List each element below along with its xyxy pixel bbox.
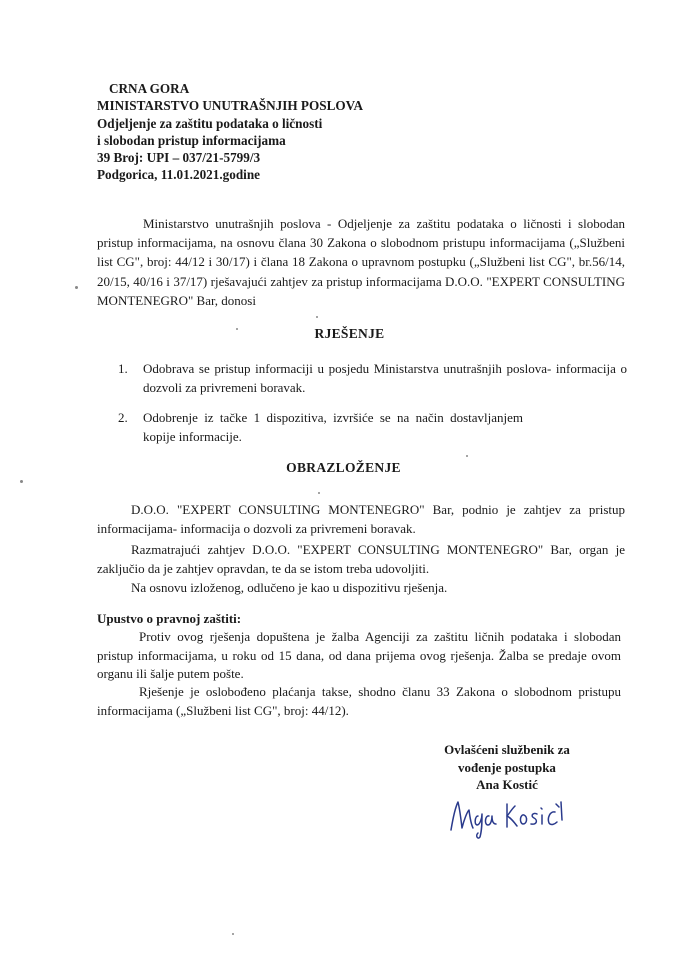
header-country: CRNA GORA	[109, 81, 190, 96]
document-header	[97, 80, 363, 184]
header-department: Odjeljenje za zaštitu podataka o ličnosti	[97, 115, 323, 131]
scan-speck	[232, 933, 234, 935]
header-ministry: MINISTARSTVO UNUTRAŠNJIH POSLOVA	[97, 98, 363, 114]
reasoning-title: OBRAZLOŽENJE	[286, 460, 401, 475]
legal-remedy-paragraph: Rješenje je oslobođeno plaćanja takse, shodno članu 33 Zakona o slobodnom pristupu informacijama („Službeni list CG", broj: 44/12).	[97, 684, 621, 718]
reasoning-paragraph: Na osnovu izloženog, odlučeno je kao u dispozitivu rješenja.	[131, 580, 448, 595]
decision-item	[118, 359, 628, 399]
decision-item-number: 2.	[118, 410, 128, 425]
handwritten-signature	[445, 790, 565, 840]
signer-name: Ana Kostić	[476, 777, 538, 792]
reasoning-paragraph: D.O.O. "EXPERT CONSULTING MONTENEGRO" Bar, podnio je zahtjev za pristup informacijama- informacija o dozvoli za privremeni boravak.	[97, 502, 625, 537]
scan-speck	[316, 316, 318, 318]
scan-speck	[20, 480, 23, 483]
signer-block	[418, 741, 596, 794]
reasoning-paragraph: Razmatrajući zahtjev D.O.O. "EXPERT CONSULTING MONTENEGRO" Bar, organ je zaključio da je zahtjev opravdan, te da se istom treba udovoljiti.	[97, 542, 625, 577]
header-reference-number: 39 Broj: UPI – 037/21-5799/3	[97, 150, 261, 166]
signer-title: Ovlašćeni službenik za	[444, 742, 570, 757]
header-place-date: Podgorica, 11.01.2021.godine	[97, 167, 261, 183]
legal-remedy-title: Upustvo o pravnoj zaštiti:	[97, 611, 242, 626]
header-department-cont: i slobodan pristup informacijama	[97, 132, 286, 148]
scan-speck	[236, 328, 238, 330]
decision-title: RJEŠENJE	[314, 326, 385, 341]
signer-title-cont: vođenje postupka	[458, 759, 556, 775]
scan-speck	[466, 455, 468, 457]
decision-item-text: Odobrava se pristup informaciji u posjedu Ministarstva unutrašnjih poslova- informacija o dozvoli za privremeni boravak.	[143, 361, 627, 395]
scan-speck	[75, 286, 78, 289]
decision-item-text: Odobrenje iz tačke 1 dispozitiva, izvršiće se na način dostavljanjem kopije informacije.	[143, 410, 523, 444]
legal-remedy-paragraph: Protiv ovog rješenja dopuštena je žalba Agenciji za zaštitu ličnih podataka i slobodan pristup informacijama, u roku od 15 dana, od dana prijema ovog rješenja. Žalba se predaje ovom organu ili šalje putem pošte.	[97, 629, 621, 681]
decision-item	[118, 408, 628, 448]
scan-speck	[318, 492, 320, 494]
intro-paragraph: Ministarstvo unutrašnjih poslova - Odjeljenje za zaštitu podataka o ličnosti i slobodan pristup informacijama, na osnovu člana 30 Zakona o slobodnom pristupu informacijama („Službeni list CG", broj: 44/12 i 30/17) i člana 18 Zakona o upravnom postupku („Službeni list CG", br.56/14, 20/15, 40/16 i 37/17) rješavajući zahtjev za pristup informacijama D.O.O. "EXPERT CONSULTING MONTENEGRO" Bar, donosi	[97, 216, 625, 308]
decision-item-number: 1.	[118, 361, 128, 376]
